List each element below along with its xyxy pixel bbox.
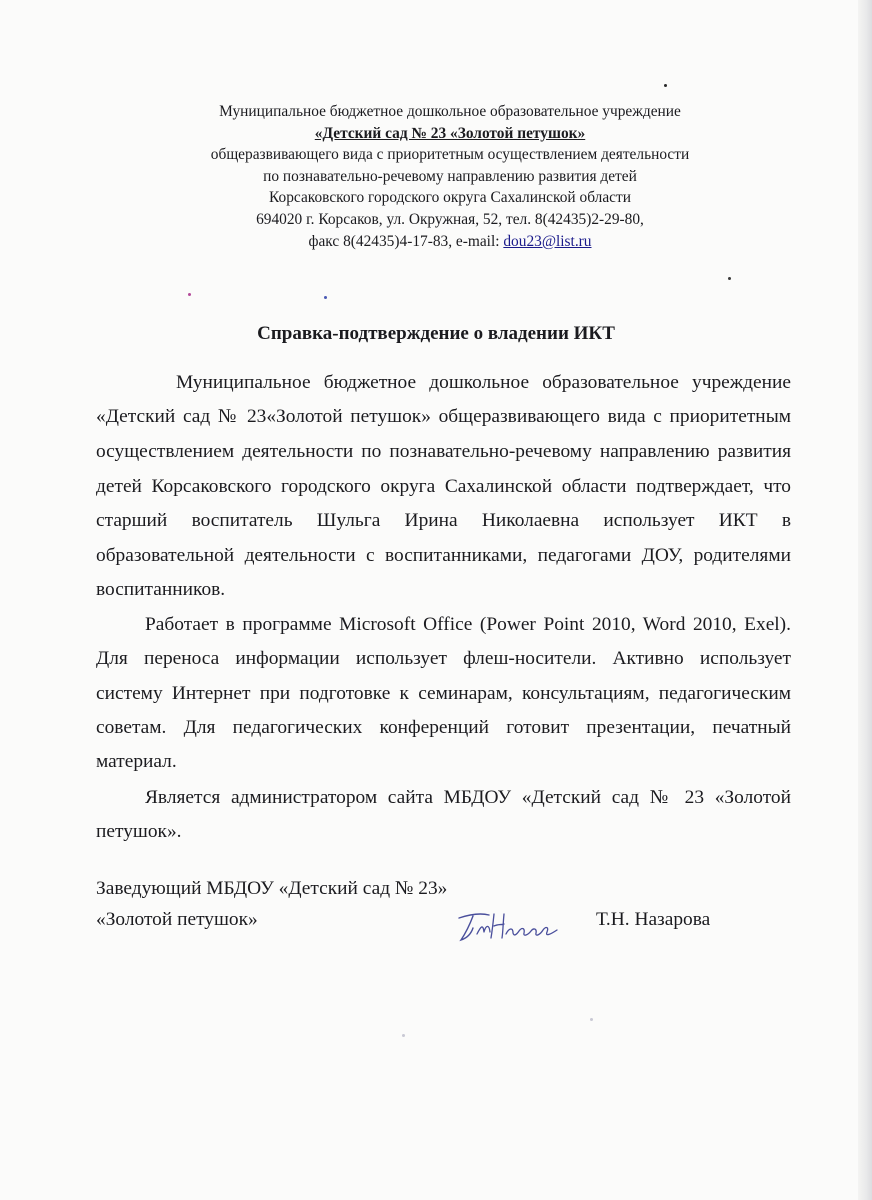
body-text: Муниципальное бюджетное дошкольное образовательное учреждение [176, 372, 791, 393]
signatory-position-line1: Заведующий МБДОУ «Детский сад № 23» [96, 878, 448, 899]
institution-contacts [150, 231, 750, 253]
paper-edge-shadow [858, 0, 872, 1200]
email-link[interactable]: dou23@list.ru [503, 232, 592, 250]
body-text: советам. Для педагогических конференций готовит презентации, печатный [96, 717, 791, 738]
fax-label: факс 8(42435)4-17-83, e-mail: [308, 232, 504, 250]
document-title: Справка-подтверждение о владении ИКТ [257, 323, 615, 344]
institution-kind: общеразвивающего вида с приоритетным осуществлением деятельности [210, 146, 690, 164]
letterhead [150, 101, 750, 252]
institution-region: Корсаковского городского округа Сахалинской области [269, 189, 631, 207]
scan-speck [590, 1018, 593, 1021]
handwritten-signature [453, 904, 563, 948]
body-text: материал. [96, 751, 177, 772]
body-line [145, 786, 791, 810]
body-text: Для переноса информации использует флеш-носители. Активно использует [96, 648, 791, 669]
body-line [96, 820, 182, 844]
body-text: воспитанников. [96, 579, 226, 600]
signatory-position-line2: «Золотой петушок» [96, 909, 258, 930]
scan-speck [728, 277, 731, 280]
body-line [96, 405, 791, 429]
body-line [145, 613, 791, 637]
institution-type: Муниципальное бюджетное дошкольное образовательное учреждение [219, 103, 681, 120]
body-line [96, 509, 791, 533]
body-line [96, 440, 791, 464]
body-text: образовательной деятельности с воспитанниками, педагогами ДОУ, родителями [96, 545, 791, 566]
body-line [96, 682, 791, 706]
body-text: систему Интернет при подготовке к семинарам, консультациям, педагогическим [96, 683, 791, 704]
institution-name: «Детский сад № 23 «Золотой петушок» [314, 124, 586, 142]
body-text: петушок». [96, 821, 182, 842]
institution-direction: по познавательно-речевому направлению развития детей [263, 167, 637, 185]
signatory-name: Т.Н. Назарова [596, 909, 711, 930]
body-line [96, 475, 791, 499]
body-text: осуществлением деятельности по познавательно-речевому направлению развития [96, 441, 791, 462]
body-line [96, 750, 177, 774]
body-line [96, 578, 225, 602]
body-text: «Детский сад № 23«Золотой петушок» общеразвивающего вида с приоритетным [96, 406, 791, 427]
scan-speck [324, 296, 327, 299]
body-text: Работает в программе Microsoft Office (Power Point 2010, Word 2010, Exel). [145, 614, 791, 635]
scan-speck [188, 293, 191, 296]
body-line [96, 716, 791, 740]
body-text: Является администратором сайта МБДОУ «Детский сад № 23 «Золотой [145, 787, 791, 808]
body-line [96, 544, 791, 568]
institution-address: 694020 г. Корсаков, ул. Окружная, 52, тел. 8(42435)2-29-80, [256, 210, 644, 228]
body-line [96, 647, 791, 671]
body-line [176, 371, 791, 395]
body-text: детей Корсаковского городского округа Сахалинской области подтверждает, что [96, 476, 791, 497]
scan-speck [664, 84, 667, 87]
body-text: старший воспитатель Шульга Ирина Николаевна использует ИКТ в [96, 510, 791, 531]
scan-speck [402, 1034, 405, 1037]
